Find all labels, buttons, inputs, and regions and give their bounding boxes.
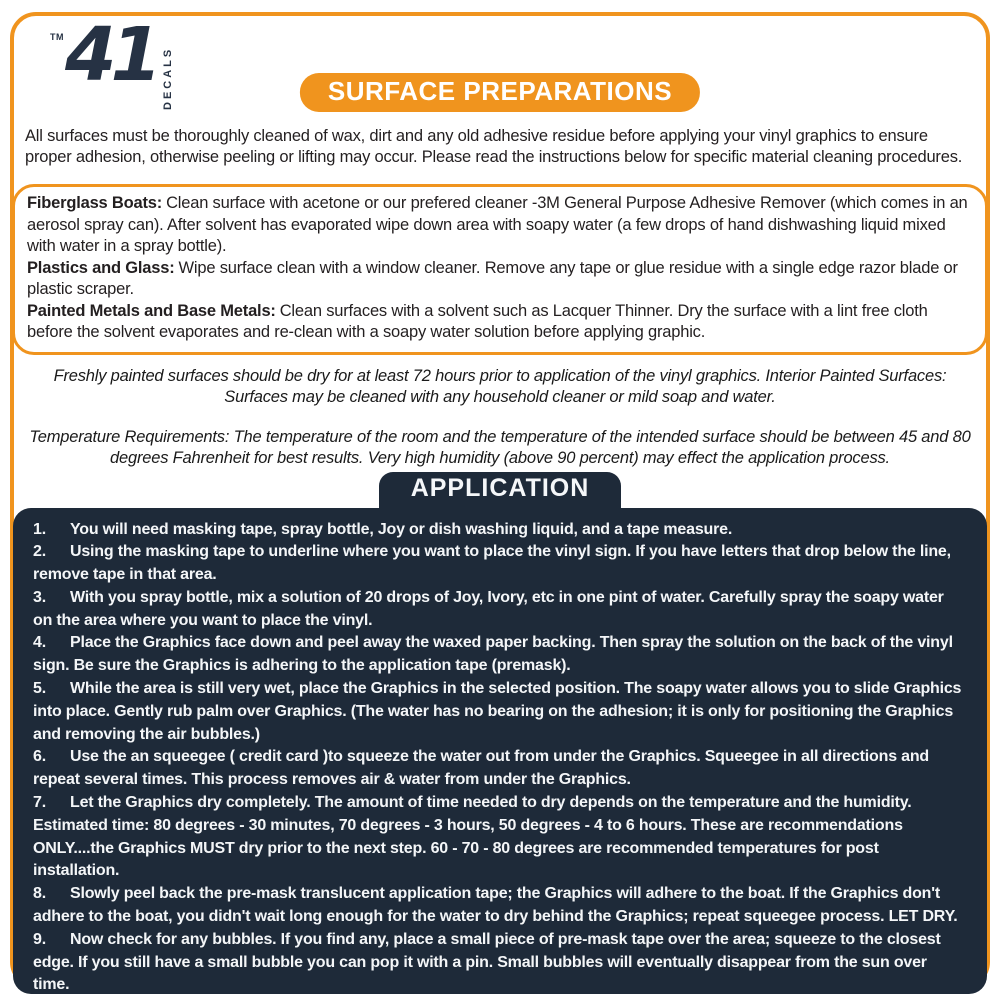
- step-number: 2.: [33, 543, 46, 561]
- application-step: [33, 678, 967, 746]
- application-steps-box: [13, 508, 987, 994]
- application-step: [33, 632, 967, 678]
- step-number: 9.: [33, 930, 46, 948]
- step-number: 6.: [33, 748, 46, 766]
- step-text: Slowly peel back the pre-mask translucent application tape; the Graphics will adhere to the boat. If the Graphics don't adhere to the boat, you didn't wait long enough for the water to dry behind the Graphics; repeat squeegee process. LET DRY.: [33, 885, 958, 926]
- step-number: 8.: [33, 885, 46, 903]
- material-text: Clean surfaces with a solvent such as Lacquer Thinner. Dry the surface with a lint free cloth before the solvent evaporates and re-clean with a soapy water solution before applying graphic.: [27, 301, 928, 341]
- material-plastics-glass: [27, 258, 971, 301]
- note-temperature-requirements: Temperature Requirements: The temperature of the room and the temperature of the intended surface should be between 45 and 80 degrees Fahrenheit for best results. Very high humidity (above 90 percent) may effect the application process.: [29, 427, 971, 467]
- note-painted-surfaces: Freshly painted surfaces should be dry for at least 72 hours prior to application of the vinyl graphics. Interior Painted Surfaces: Surfaces may be cleaned with any household cleaner or mild soap and water.: [53, 366, 947, 406]
- material-label: Fiberglass Boats:: [27, 194, 163, 212]
- application-step: [33, 929, 967, 994]
- material-text: Clean surface with acetone or our prefered cleaner -3M General Purpose Adhesive Remover (which comes in an aerosol spray can). After solvent has evaporated wipe down area with soapy water (a few drops of hand dishwashing liquid mixed with water in a spray bottle).: [27, 194, 968, 255]
- application-step: [33, 883, 967, 929]
- surface-preparations-banner: SURFACE PREPARATIONS: [300, 73, 700, 112]
- material-fiberglass-boats: [27, 193, 971, 258]
- step-text: With you spray bottle, mix a solution of 20 drops of Joy, Ivory, etc in one pint of water. Carefully spray the soapy water on the area where you want to place the vinyl.: [33, 588, 944, 629]
- material-text: Wipe surface clean with a window cleaner. Remove any tape or glue residue with a single edge razor blade or plastic scraper.: [27, 258, 958, 298]
- application-step: [33, 792, 967, 883]
- logo-decals-vertical-text: DECALS: [161, 46, 174, 110]
- header: [0, 0, 1000, 112]
- application-step: [33, 587, 967, 633]
- step-text: You will need masking tape, spray bottle, Joy or dish washing liquid, and a tape measure.: [70, 520, 733, 538]
- step-text: Let the Graphics dry completely. The amount of time needed to dry depends on the temperature and the humidity. Estimated time: 80 degrees - 30 minutes, 70 degrees - 3 hours, 50 degrees - 4 to 6 hours. These are recommendations ONLY....the Graphics MUST dry prior to the next step. 60 - 70 - 80 degrees are recommended temperatures for post installation.: [33, 794, 912, 880]
- logo-41-icon: 41: [65, 12, 156, 98]
- application-step: [33, 519, 967, 542]
- step-number: 1.: [33, 520, 46, 538]
- step-text: Now check for any bubbles. If you find any, place a small piece of pre-mask tape over the area; squeeze to the closest edge. If you still have a small bubble you can pop it with a pin. Small bubbles will eventually disappear from the sun over time.: [33, 930, 941, 994]
- application-banner: APPLICATION: [379, 472, 622, 508]
- step-text: While the area is still very wet, place the Graphics in the selected position. The soapy water allows you to slide Graphics into place. Gently rub palm over Graphics. (The water has no bearing on the adhesion; it is only for positioning the Graphics and removing the air bubbles.): [33, 680, 962, 743]
- step-number: 5.: [33, 680, 46, 698]
- materials-cleaning-box: [12, 184, 988, 355]
- material-painted-metals: [27, 301, 971, 344]
- material-label: Painted Metals and Base Metals:: [27, 301, 276, 320]
- step-text: Using the masking tape to underline where you want to place the vinyl sign. If you have letters that drop below the line, remove tape in that area.: [33, 543, 951, 584]
- application-step: [33, 541, 967, 587]
- trademark-symbol: TM: [50, 32, 64, 42]
- application-step: [33, 746, 967, 792]
- intro-paragraph: All surfaces must be thoroughly cleaned of wax, dirt and any old adhesive residue before applying your vinyl graphics to ensure proper adhesion, otherwise peeling or lifting may occur. Please read the instructions below for specific material cleaning procedures.: [25, 127, 963, 166]
- step-text: Use the an squeegee ( credit card )to squeeze the water out from under the Graphics. Squeegee in all directions and repeat several times. This process removes air & water from under the Graphics.: [33, 748, 929, 789]
- step-text: Place the Graphics face down and peel away the waxed paper backing. Then spray the solution on the back of the vinyl sign. Be sure the Graphics is adhering to the application tape (premask).: [33, 634, 953, 675]
- step-number: 4.: [33, 634, 46, 652]
- material-label: Plastics and Glass:: [27, 258, 175, 277]
- brand-logo: [50, 12, 174, 110]
- step-number: 3.: [33, 588, 46, 606]
- step-number: 7.: [33, 794, 46, 812]
